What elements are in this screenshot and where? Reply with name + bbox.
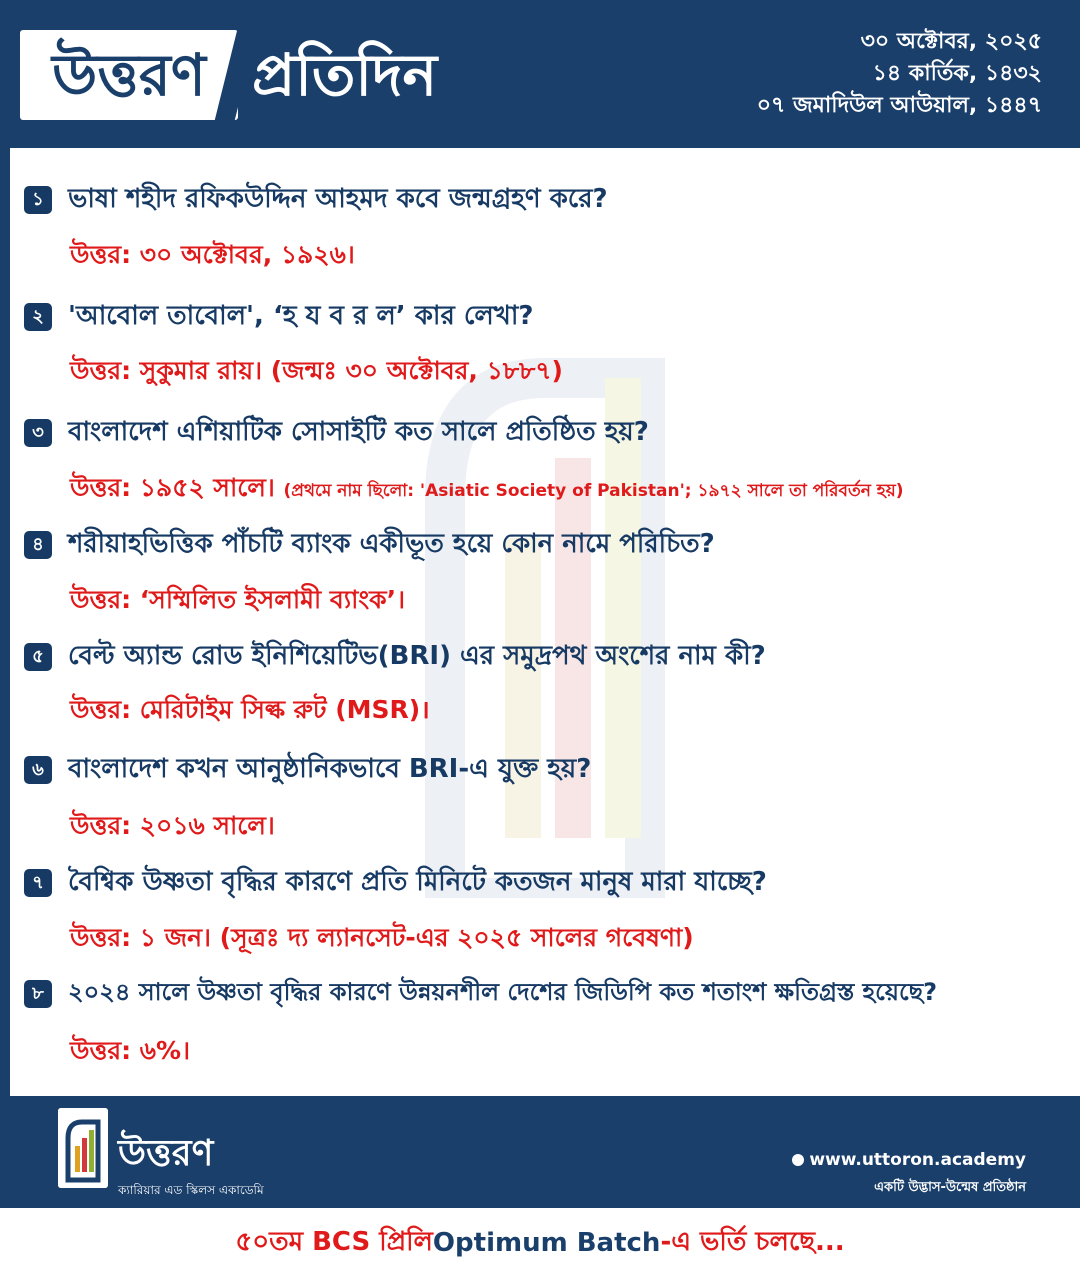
header bbox=[0, 0, 1080, 148]
question-text-7: বৈশ্বিক উষ্ণতা বৃদ্ধির কারণে প্রতি মিনিটে কতজন মানুষ মারা যাচ্ছে? bbox=[68, 867, 767, 897]
answer-7 bbox=[70, 918, 694, 961]
question-text-6: বাংলাদেশ কখন আনুষ্ঠানিকভাবে BRI-এ যুক্ত হয়? bbox=[68, 754, 592, 784]
date-bangla: ১৪ কার্তিক, ১৪৩২ bbox=[872, 60, 1042, 86]
banner-part-3: -এ ভর্তি চলছে... bbox=[660, 1227, 845, 1257]
answer-text-1: উত্তর: ৩০ অক্টোবর, ১৯২৬। bbox=[70, 240, 355, 269]
globe-icon bbox=[792, 1154, 804, 1166]
date-block bbox=[757, 26, 1042, 122]
answer-text-5: উত্তর: মেরিটাইম সিল্ক রুট (MSR)। bbox=[70, 695, 430, 724]
answer-3 bbox=[70, 468, 904, 511]
footer-website[interactable] bbox=[792, 1150, 1026, 1170]
answer-text-4: উত্তর: ‘সম্মিলিত ইসলামী ব্যাংক’। bbox=[70, 585, 406, 614]
question-text-8: ২০২৪ সালে উষ্ণতা বৃদ্ধির কারণে উন্নয়নশীল দেশের জিডিপি কত শতাংশ ক্ষতিগ্রস্ত হয়েছে? bbox=[68, 978, 938, 1006]
question-6 bbox=[24, 748, 591, 792]
question-text-1: ভাষা শহীদ রফিকউদ্দিন আহমদ কবে জন্মগ্রহণ করে? bbox=[68, 184, 608, 214]
question-number-1: ১ bbox=[24, 186, 52, 214]
answer-text-7: উত্তর: ১ জন। (সূত্রঃ দ্য ল্যানসেট-এর ২০২৫ সালের গবেষণা) bbox=[70, 923, 694, 952]
footer bbox=[0, 1096, 1080, 1208]
footer-brand: উত্তরণ bbox=[118, 1133, 214, 1174]
banner-part-1: ৫০তম BCS প্রিলি bbox=[235, 1227, 433, 1257]
answer-5 bbox=[70, 690, 430, 733]
question-text-4: শরীয়াহভিত্তিক পাঁচটি ব্যাংক একীভূত হয়ে কোন নামে পরিচিত? bbox=[68, 529, 715, 559]
question-number-3: ৩ bbox=[24, 419, 52, 447]
answer-text-3: উত্তর: ১৯৫২ সালে। bbox=[70, 473, 275, 502]
question-number-5: ৫ bbox=[24, 643, 52, 671]
footer-subtitle: একটি উদ্ভাস-উন্মেষ প্রতিষ্ঠান bbox=[874, 1180, 1026, 1195]
question-2 bbox=[24, 295, 533, 339]
answer-note-3: (প্রথমে নাম ছিলো: 'Asiatic Society of Pakistan'; ১৯৭২ সালে তা পরিবর্তন হয়) bbox=[283, 481, 904, 501]
question-text-5: বেল্ট অ্যান্ড রোড ইনিশিয়েটিভ(BRI) এর সমুদ্রপথ অংশের নাম কী? bbox=[68, 641, 766, 671]
question-1 bbox=[24, 178, 608, 222]
question-3 bbox=[24, 411, 649, 455]
header-title: প্রতিদিন bbox=[252, 41, 438, 109]
answer-6 bbox=[70, 806, 275, 849]
answer-text-6: উত্তর: ২০১৬ সালে। bbox=[70, 811, 275, 840]
date-english: ৩০ অক্টোবর, ২০২৫ bbox=[860, 29, 1042, 54]
question-text-2: 'আবোল তাবোল', ‘হ য ব র ল’ কার লেখা? bbox=[68, 301, 534, 331]
question-7 bbox=[24, 861, 767, 905]
footer-tagline: ক্যারিয়ার এড স্কিলস একাডেমি bbox=[118, 1183, 264, 1197]
answer-8 bbox=[70, 1031, 190, 1074]
question-text-3: বাংলাদেশ এশিয়াটিক সোসাইটি কত সালে প্রতিষ্ঠিত হয়? bbox=[68, 417, 649, 447]
answer-2 bbox=[70, 351, 563, 394]
uttoron-logo-icon bbox=[58, 1108, 108, 1188]
brand-name: উত্তরণ bbox=[52, 41, 206, 109]
admission-banner bbox=[0, 1208, 1080, 1278]
question-number-8: ৮ bbox=[24, 980, 52, 1008]
answer-4 bbox=[70, 580, 405, 623]
answer-text-8: উত্তর: ৬%। bbox=[70, 1036, 191, 1065]
question-number-7: ৭ bbox=[24, 869, 52, 897]
answer-1 bbox=[70, 235, 355, 278]
question-4 bbox=[24, 523, 715, 567]
banner-part-2: Optimum Batch bbox=[432, 1228, 661, 1258]
brand-logo-box bbox=[20, 30, 238, 120]
question-number-2: ২ bbox=[24, 303, 52, 331]
qa-panel bbox=[10, 148, 1080, 1096]
website-link[interactable]: www.uttoron.academy bbox=[809, 1150, 1026, 1170]
question-5 bbox=[24, 635, 766, 679]
date-hijri: ০৭ জমাদিউল আউয়াল, ১৪৪৭ bbox=[756, 92, 1042, 118]
question-8 bbox=[24, 974, 937, 1014]
question-number-4: ৪ bbox=[24, 531, 52, 559]
question-number-6: ৬ bbox=[24, 756, 52, 784]
answer-text-2: উত্তর: সুকুমার রায়। (জন্মঃ ৩০ অক্টোবর, ১৮৮৭) bbox=[70, 356, 563, 385]
